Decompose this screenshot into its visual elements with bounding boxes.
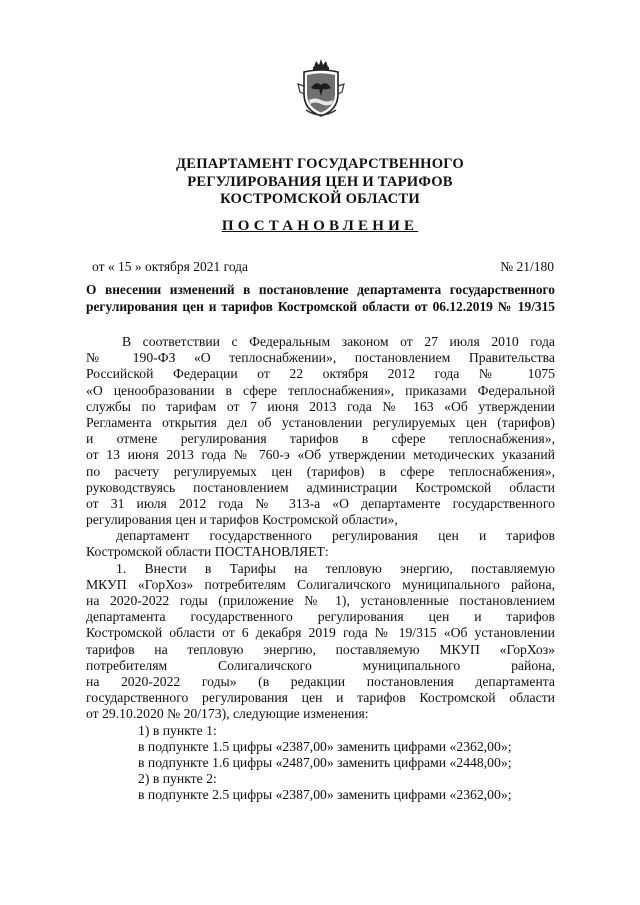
body-line: от 13 июня 2013 года № 760-э «Об утверждении методических указаний [86,447,555,463]
document-type-heading: ПОСТАНОВЛЕНИЕ [221,218,419,234]
document-body [86,334,555,803]
body-line: 1) в пункте 1: [138,722,217,738]
header-line-1: ДЕПАРТАМЕНТ ГОСУДАРСТВЕННОГО [176,156,464,172]
body-line: в подпункте 1.5 цифры «2387,00» заменить цифрами «2362,00»; [138,738,512,754]
body-line: потребителям Солигаличского муниципального района, [86,657,555,673]
header-line-3: КОСТРОМСКОЙ ОБЛАСТИ [220,191,420,207]
document-date: от « 15 » октября 2021 года [92,259,249,274]
body-line: 1. Внести в Тарифы на тепловую энергию, поставляемую [116,560,555,576]
body-line: от 29.10.2020 № 20/173), следующие изменения: [86,706,369,722]
coat-of-arms-emblem-icon [296,56,346,120]
body-line: и отмене регулирования тарифов в сфере теплоснабжения», [86,431,555,447]
body-line: «О ценообразовании в сфере теплоснабжения», приказами Федеральной [86,382,555,398]
body-line: Регламента открытия дел об установлении регулируемых цен (тарифов) [86,414,555,430]
department-header [0,156,640,209]
document-title: О внесении изменений в постановление департамента государственного регулирования цен и тарифов Костромской области от 06.12.2019 № 19/315 [86,282,555,314]
document-number: № 21/180 [500,259,554,274]
body-line: 2) в пункте 2: [138,771,217,787]
body-line: службы по тарифам от 7 июня 2013 года № 163 «Об утверждении [86,398,555,414]
body-line: в подпункте 2.5 цифры «2387,00» заменить цифрами «2362,00»; [138,787,512,803]
body-line: В соответствии с Федеральным законом от 27 июля 2010 года [122,334,555,349]
body-line: регулирования цен и тарифов Костромской области», [86,512,398,528]
body-line: Костромской области ПОСТАНОВЛЯЕТ: [86,544,329,560]
body-line: от 31 июля 2012 года № 313-а «О департаменте государственного [86,495,555,511]
body-line: руководствуясь постановлением администрации Костромской области [86,479,555,495]
body-line: департамента государственного регулирования цен и тарифов [86,609,555,625]
body-line: в подпункте 1.6 цифры «2487,00» заменить цифрами «2448,00»; [138,754,512,770]
body-line: № 190-ФЗ «О теплоснабжении», постановлением Правительства [86,350,555,366]
body-line: департамент государственного регулирования цен и тарифов [116,528,555,544]
body-line: на 2020-2022 годы (приложение № 1), установленные постановлением [86,593,555,608]
body-line: по расчету регулируемых цен (тарифов) в сфере теплоснабжения», [86,463,555,479]
body-line: МКУП «ГорХоз» потребителям Солигаличского муниципального района, [86,576,555,592]
body-line: Российской Федерации от 22 октября 2012 года № 1075 [86,366,555,382]
body-line: на 2020-2022 годы» (в редакции постановления департамента [86,673,555,689]
body-line: Костромской области от 6 декабря 2019 года № 19/315 «Об установлении [86,625,555,641]
body-line: тарифов на тепловую энергию, поставляемую МКУП «ГорХоз» [86,641,555,657]
body-line: государственного регулирования цен и тарифов Костромской области [86,690,555,706]
header-line-2: РЕГУЛИРОВАНИЯ ЦЕН И ТАРИФОВ [187,173,453,190]
